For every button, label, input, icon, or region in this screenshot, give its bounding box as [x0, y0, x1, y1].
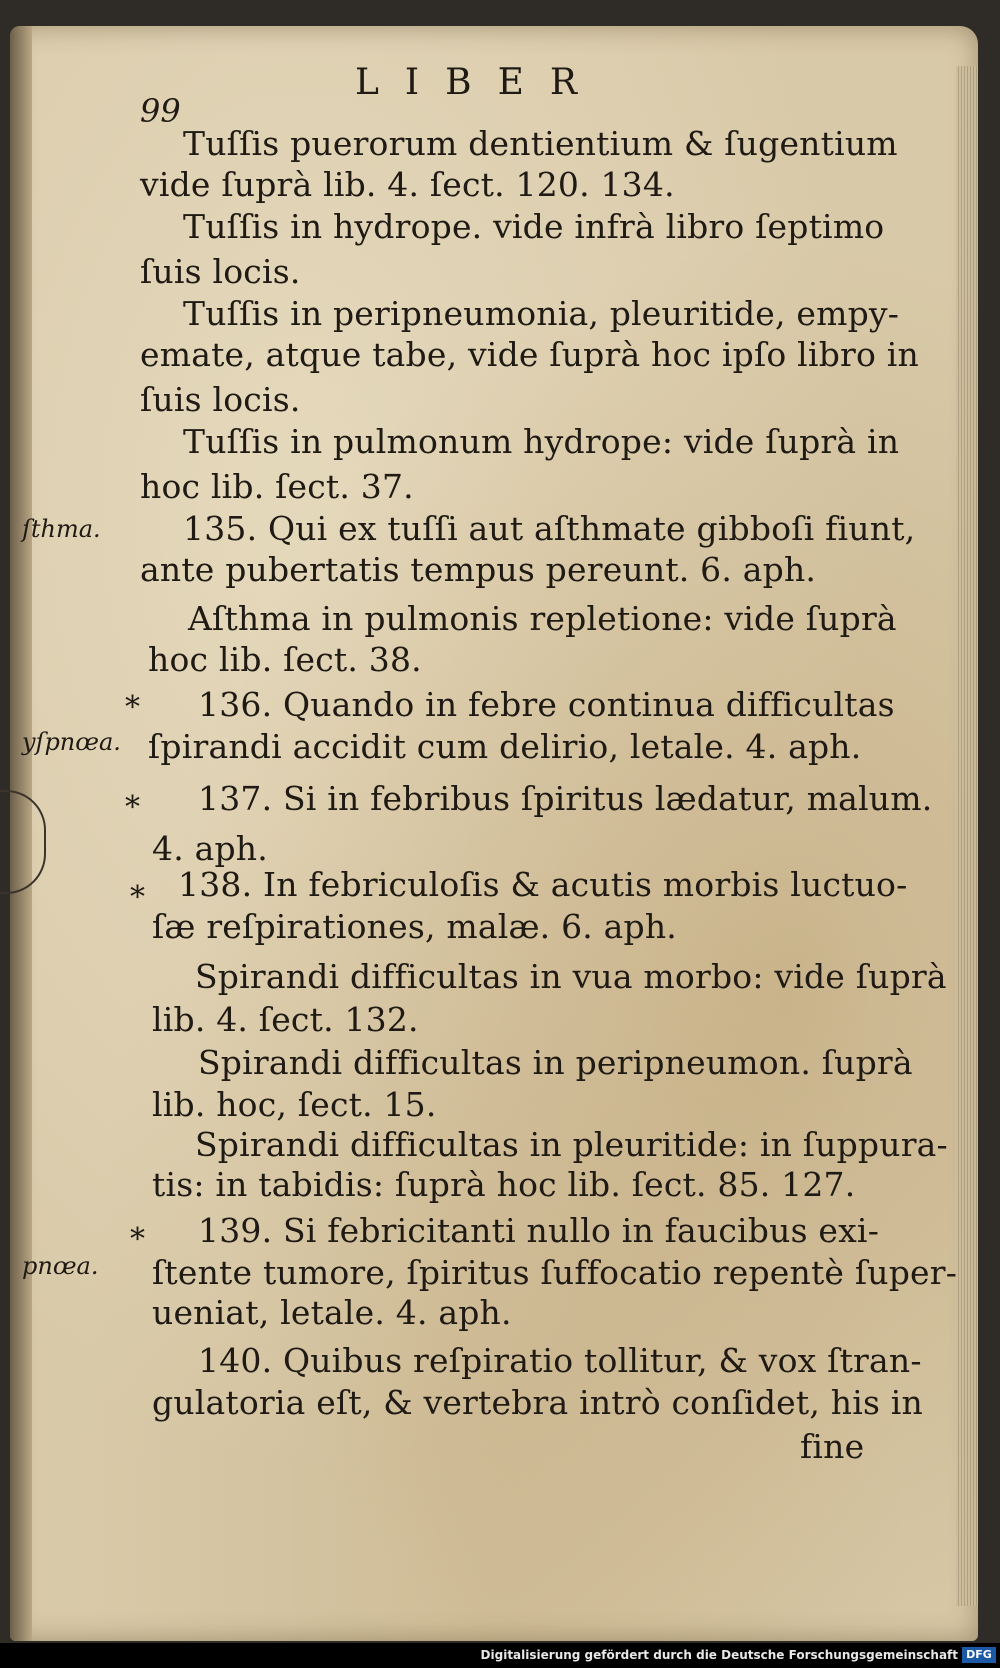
text-line: 139. Si febricitanti nullo in faucibus exi- [198, 1211, 880, 1250]
catchword: fine [800, 1427, 865, 1466]
margin-note: ſthma. [22, 515, 101, 543]
text-line: Tuſſis puerorum dentientium & ſugentium [183, 124, 898, 163]
text-line: ante pubertatis tempus pereunt. 6. aph. [140, 550, 817, 589]
footer-credit: Digitalisierung gefördert durch die Deutsche Forschungsgemeinschaft [480, 1648, 958, 1662]
text-line: Spirandi difficultas in peripneumon. ſuprà [198, 1043, 913, 1082]
text-line: tis: in tabidis: ſuprà hoc lib. ſect. 85. 127. [152, 1165, 856, 1204]
text-line: Spirandi difficultas in vua morbo: vide ſuprà [195, 957, 947, 996]
text-line: 137. Si in febribus ſpiritus lædatur, malum. [198, 779, 933, 818]
asterisk-marker: * [125, 690, 140, 725]
text-line: ſuis locis. [140, 252, 301, 291]
text-line: Tuſſis in pulmonum hydrope: vide ſuprà in [183, 422, 900, 461]
text-line: Tuſſis in hydrope. vide infrà libro ſeptimo [183, 207, 885, 246]
page-number: 99 [140, 92, 181, 130]
text-line: emate, atque tabe, vide ſuprà hoc ipſo libro in [140, 335, 919, 374]
text-line: 136. Quando in febre continua difficultas [198, 685, 895, 724]
margin-note: yſpnœa. [22, 728, 121, 756]
text-line: 140. Quibus reſpiratio tollitur, & vox ſtran- [198, 1341, 922, 1380]
text-line: ſæ reſpirationes, malæ. 6. aph. [152, 907, 677, 946]
text-line: Spirandi difficultas in pleuritide: in ſuppura- [195, 1125, 948, 1164]
asterisk-marker: * [130, 1222, 145, 1257]
text-line: Aſthma in pulmonis repletione: vide ſuprà [188, 599, 897, 638]
text-line: lib. hoc, ſect. 15. [152, 1085, 437, 1124]
text-line: hoc lib. ſect. 38. [148, 640, 422, 679]
text-line: lib. 4. ſect. 132. [152, 1000, 419, 1039]
page-edges [956, 66, 978, 1606]
text-line: ueniat, letale. 4. aph. [152, 1293, 512, 1332]
text-line: 135. Qui ex tuſſi aut aſthmate gibboſi fiunt, [183, 509, 916, 548]
asterisk-marker: * [130, 880, 145, 915]
asterisk-marker: * [125, 790, 140, 825]
text-line: vide ſuprà lib. 4. ſect. 120. 134. [140, 165, 675, 204]
text-line: ſtente tumore, ſpiritus ſuffocatio repentè ſuper- [152, 1253, 958, 1292]
text-line: ſpirandi accidit cum delirio, letale. 4. aph. [148, 727, 862, 766]
text-line: ſuis locis. [140, 380, 301, 419]
text-line: Tuſſis in peripneumonia, pleuritide, empy- [183, 294, 900, 333]
running-head: LIBER [355, 62, 603, 103]
dfg-logo: DFG [962, 1647, 996, 1663]
text-line: 138. In febriculoſis & acutis morbis luctuo- [178, 865, 908, 904]
text-line: gulatoria eſt, & vertebra intrò conſidet, his in [152, 1383, 923, 1422]
text-line: hoc lib. ſect. 37. [140, 467, 414, 506]
margin-note: pnœa. [22, 1252, 99, 1280]
text-line: 4. aph. [152, 829, 268, 868]
digitization-footer [0, 1643, 1000, 1668]
